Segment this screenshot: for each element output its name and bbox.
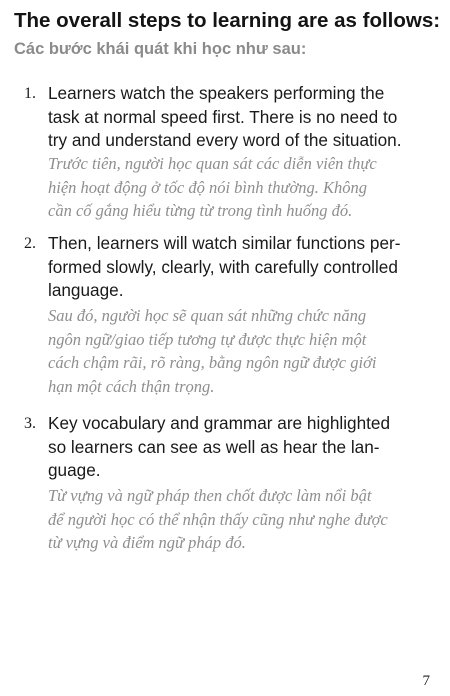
text-line: so learners can see as well as hear the lan- [48,436,380,457]
text-line: guage. [48,460,101,480]
step-english-text [48,412,448,483]
text-line: language. [48,280,124,300]
text-line: task at normal speed first. There is no need to [48,106,398,127]
step-number: 3. [24,415,36,432]
text-line: từ vựng và điểm ngữ pháp đó. [48,533,246,552]
text-line: Key vocabulary and grammar are highlighted [48,413,391,433]
text-line: formed slowly, clearly, with carefully controlled [48,256,398,277]
text-line: Learners watch the speakers performing the [48,83,385,103]
step-english-text [48,82,448,153]
step-number: 1. [24,85,36,102]
text-line: cần cố gắng hiểu từng từ trong tình huống đó. [48,201,353,220]
page-subheading: Các bước khái quát khi học như sau: [14,40,307,58]
step-number: 2. [24,235,36,252]
text-line: Từ vựng và ngữ pháp then chốt được làm nổi bật [48,486,372,505]
text-line: cách chậm rãi, rõ ràng, bằng ngôn ngữ được giới [48,353,377,372]
step-vietnamese-text [48,152,428,223]
text-line: để người học có thể nhận thấy cũng như nghe được [48,509,388,529]
step-english-text [48,232,448,303]
text-line: Sau đó, người học sẽ quan sát những chức năng [48,306,367,325]
text-line: ngôn ngữ/giao tiếp tương tự được thực hiện một [48,329,367,349]
text-line: Then, learners will watch similar functions per- [48,233,401,253]
page-number: 7 [422,673,430,689]
step-vietnamese-text [48,304,428,398]
step-vietnamese-text [48,484,428,555]
page-heading: The overall steps to learning are as follows: [14,9,441,32]
text-line: Trước tiên, người học quan sát các diễn viên thực [48,154,377,173]
text-line: try and understand every word of the situation. [48,130,402,150]
text-line: hạn một cách thận trọng. [48,376,215,396]
text-line: hiện hoạt động ở tốc độ nói bình thường. Không [48,177,368,197]
